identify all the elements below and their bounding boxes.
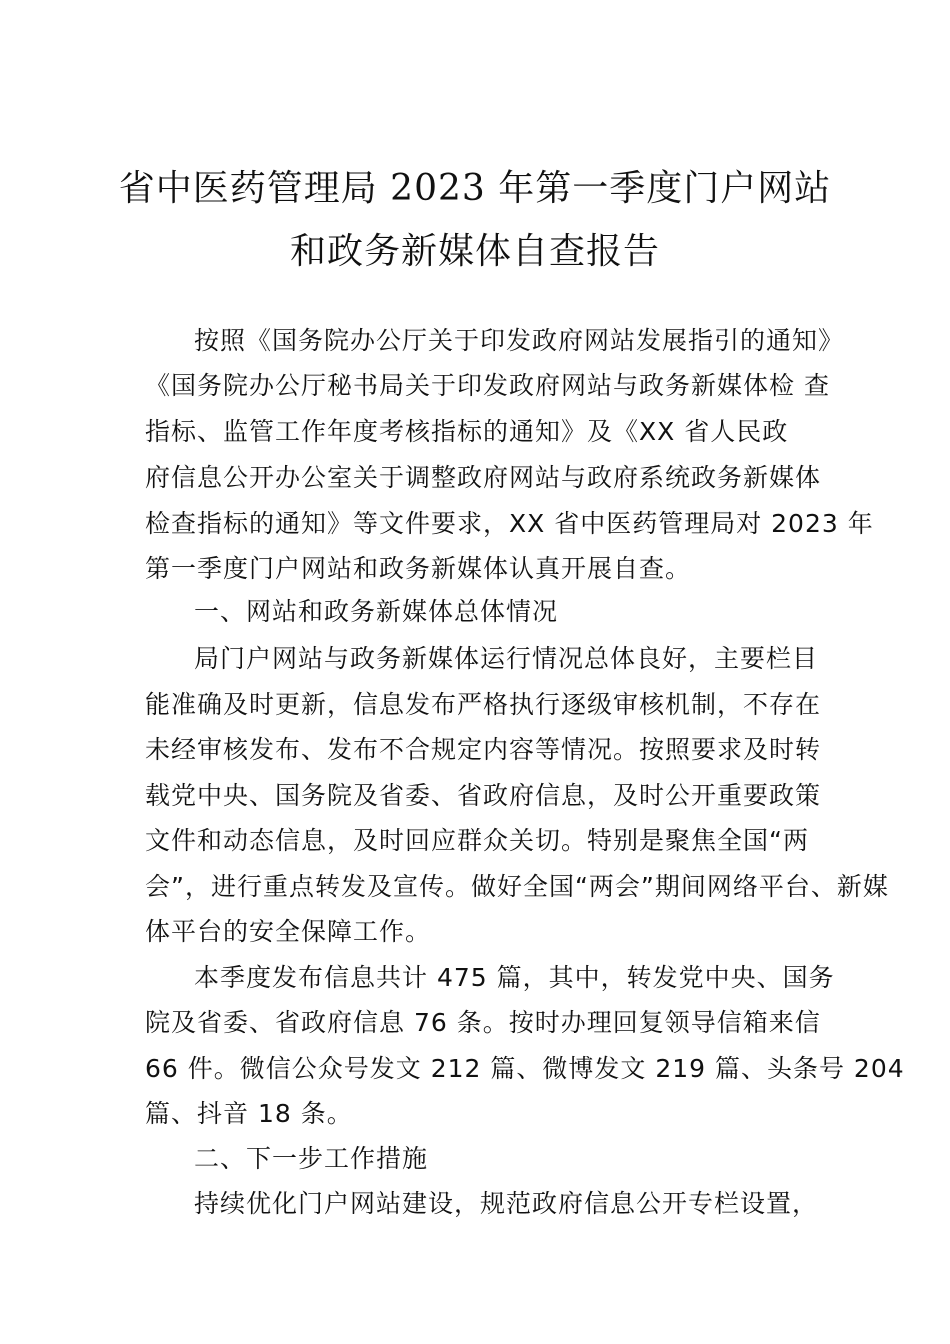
section-heading-2: 二、下一步工作措施 (194, 1144, 429, 1173)
paragraph-3-line-4: 篇、抖音 18 条。 (145, 1099, 353, 1128)
section-heading-1: 一、网站和政务新媒体总体情况 (194, 597, 559, 626)
document-title-line-2: 和政务新媒体自查报告 (289, 231, 660, 272)
paragraph-3-line-2: 院及省委、省政府信息 76 条。按时办理回复领导信箱来信 (145, 1008, 821, 1037)
paragraph-2-line-4: 载党中央、国务院及省委、省政府信息，及时公开重要政策 (145, 781, 822, 810)
document-title-line-1: 省中医药管理局 2023 年第一季度门户网站 (118, 168, 832, 209)
paragraph-2-line-1: 局门户网站与政务新媒体运行情况总体良好，主要栏目 (194, 644, 819, 673)
paragraph-1-line-2: 《国务院办公厅秘书局关于印发政府网站与政务新媒体检 查 (145, 371, 830, 400)
paragraph-2-line-7: 体平台的安全保障工作。 (145, 917, 432, 946)
paragraph-3-line-3: 66 件。微信公众号发文 212 篇、微博发文 219 篇、头条号 204 (145, 1054, 905, 1083)
paragraph-1-line-3: 指标、监管工作年度考核指标的通知》及《XX 省人民政 (145, 417, 789, 446)
paragraph-1-line-4: 府信息公开办公室关于调整政府网站与政府系统政务新媒体 (145, 463, 822, 492)
paragraph-1-line-1: 按照《国务院办公厅关于印发政府网站发展指引的通知》 (194, 326, 845, 355)
paragraph-4-line-1: 持续优化门户网站建设，规范政府信息公开专栏设置， (194, 1189, 819, 1218)
paragraph-2-line-6: 会”，进行重点转发及宣传。做好全国“两会”期间网络平台、新媒 (145, 872, 889, 901)
paragraph-2-line-3: 未经审核发布、发布不合规定内容等情况。按照要求及时转 (145, 735, 822, 764)
paragraph-2-line-2: 能准确及时更新，信息发布严格执行逐级审核机制，不存在 (145, 690, 822, 719)
paragraph-2-line-5: 文件和动态信息，及时回应群众关切。特别是聚焦全国“两 (145, 826, 809, 855)
paragraph-1-line-5: 检查指标的通知》等文件要求，XX 省中医药管理局对 2023 年 (145, 509, 874, 538)
paragraph-3-line-1: 本季度发布信息共计 475 篇，其中，转发党中央、国务 (194, 963, 835, 992)
paragraph-1-line-6: 第一季度门户网站和政务新媒体认真开展自查。 (145, 554, 692, 583)
